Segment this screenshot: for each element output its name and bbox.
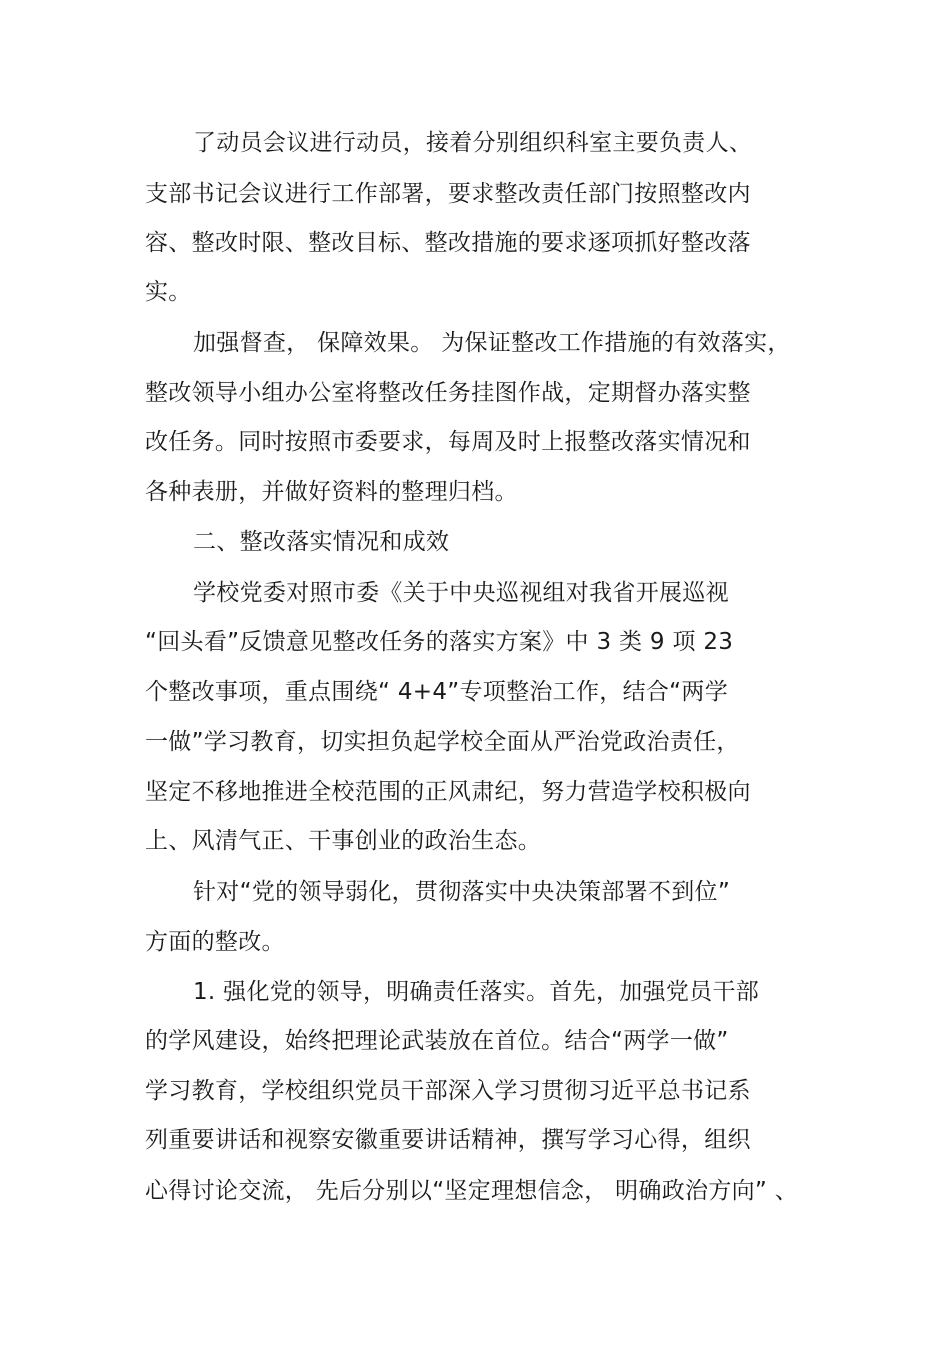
text-line: 心得讨论交流， 先后分别以“坚定理想信念， 明确政治方向” 、: [145, 1178, 799, 1204]
text-line: 列重要讲话和视察安徽重要讲话精神，撰写学习心得，组织: [145, 1127, 751, 1153]
text-line: 加强督查， 保障效果。 为保证整改工作措施的有效落实，: [193, 330, 791, 356]
text-line: 各种表册，并做好资料的整理归档。: [145, 479, 518, 505]
text-line: 一做”学习教育，切实担负起学校全面从严治党政治责任，: [145, 729, 740, 755]
text-line: 坚定不移地推进全校范围的正风肃纪，努力营造学校积极向: [145, 779, 751, 805]
text-line: 的学风建设，始终把理论武装放在首位。结合“两学一做”: [145, 1028, 729, 1054]
text-line: 方面的整改。: [145, 929, 285, 955]
text-line: 针对“党的领导弱化，贯彻落实中央决策部署不到位”: [193, 879, 731, 905]
text-line: 实。: [145, 279, 192, 305]
text-line: 1. 强化党的领导，明确责任落实。首先，加强党员干部: [193, 979, 760, 1005]
text-line: 上、风清气正、干事创业的政治生态。: [145, 828, 542, 854]
text-line: 了动员会议进行动员，接着分别组织科室主要负责人、: [193, 130, 753, 156]
text-line: 个整改事项，重点围绕“ 4+4”专项整治工作，结合“两学: [145, 679, 728, 705]
text-line: 学习教育，学校组织党员干部深入学习贯彻习近平总书记系: [145, 1078, 751, 1104]
text-line: “回头看”反馈意见整改任务的落实方案》中 3 类 9 项 23: [145, 629, 734, 655]
text-line: 支部书记会议进行工作部署，要求整改责任部门按照整改内: [145, 181, 751, 207]
text-line: 整改领导小组办公室将整改任务挂图作战，定期督办落实整: [145, 380, 751, 406]
text-line: 学校党委对照市委《关于中央巡视组对我省开展巡视: [193, 580, 729, 606]
text-line: 容、整改时限、整改目标、整改措施的要求逐项抓好整改落: [145, 230, 751, 256]
text-line: 改任务。同时按照市委要求，每周及时上报整改落实情况和: [145, 429, 751, 455]
section-heading: 二、整改落实情况和成效: [193, 529, 450, 555]
